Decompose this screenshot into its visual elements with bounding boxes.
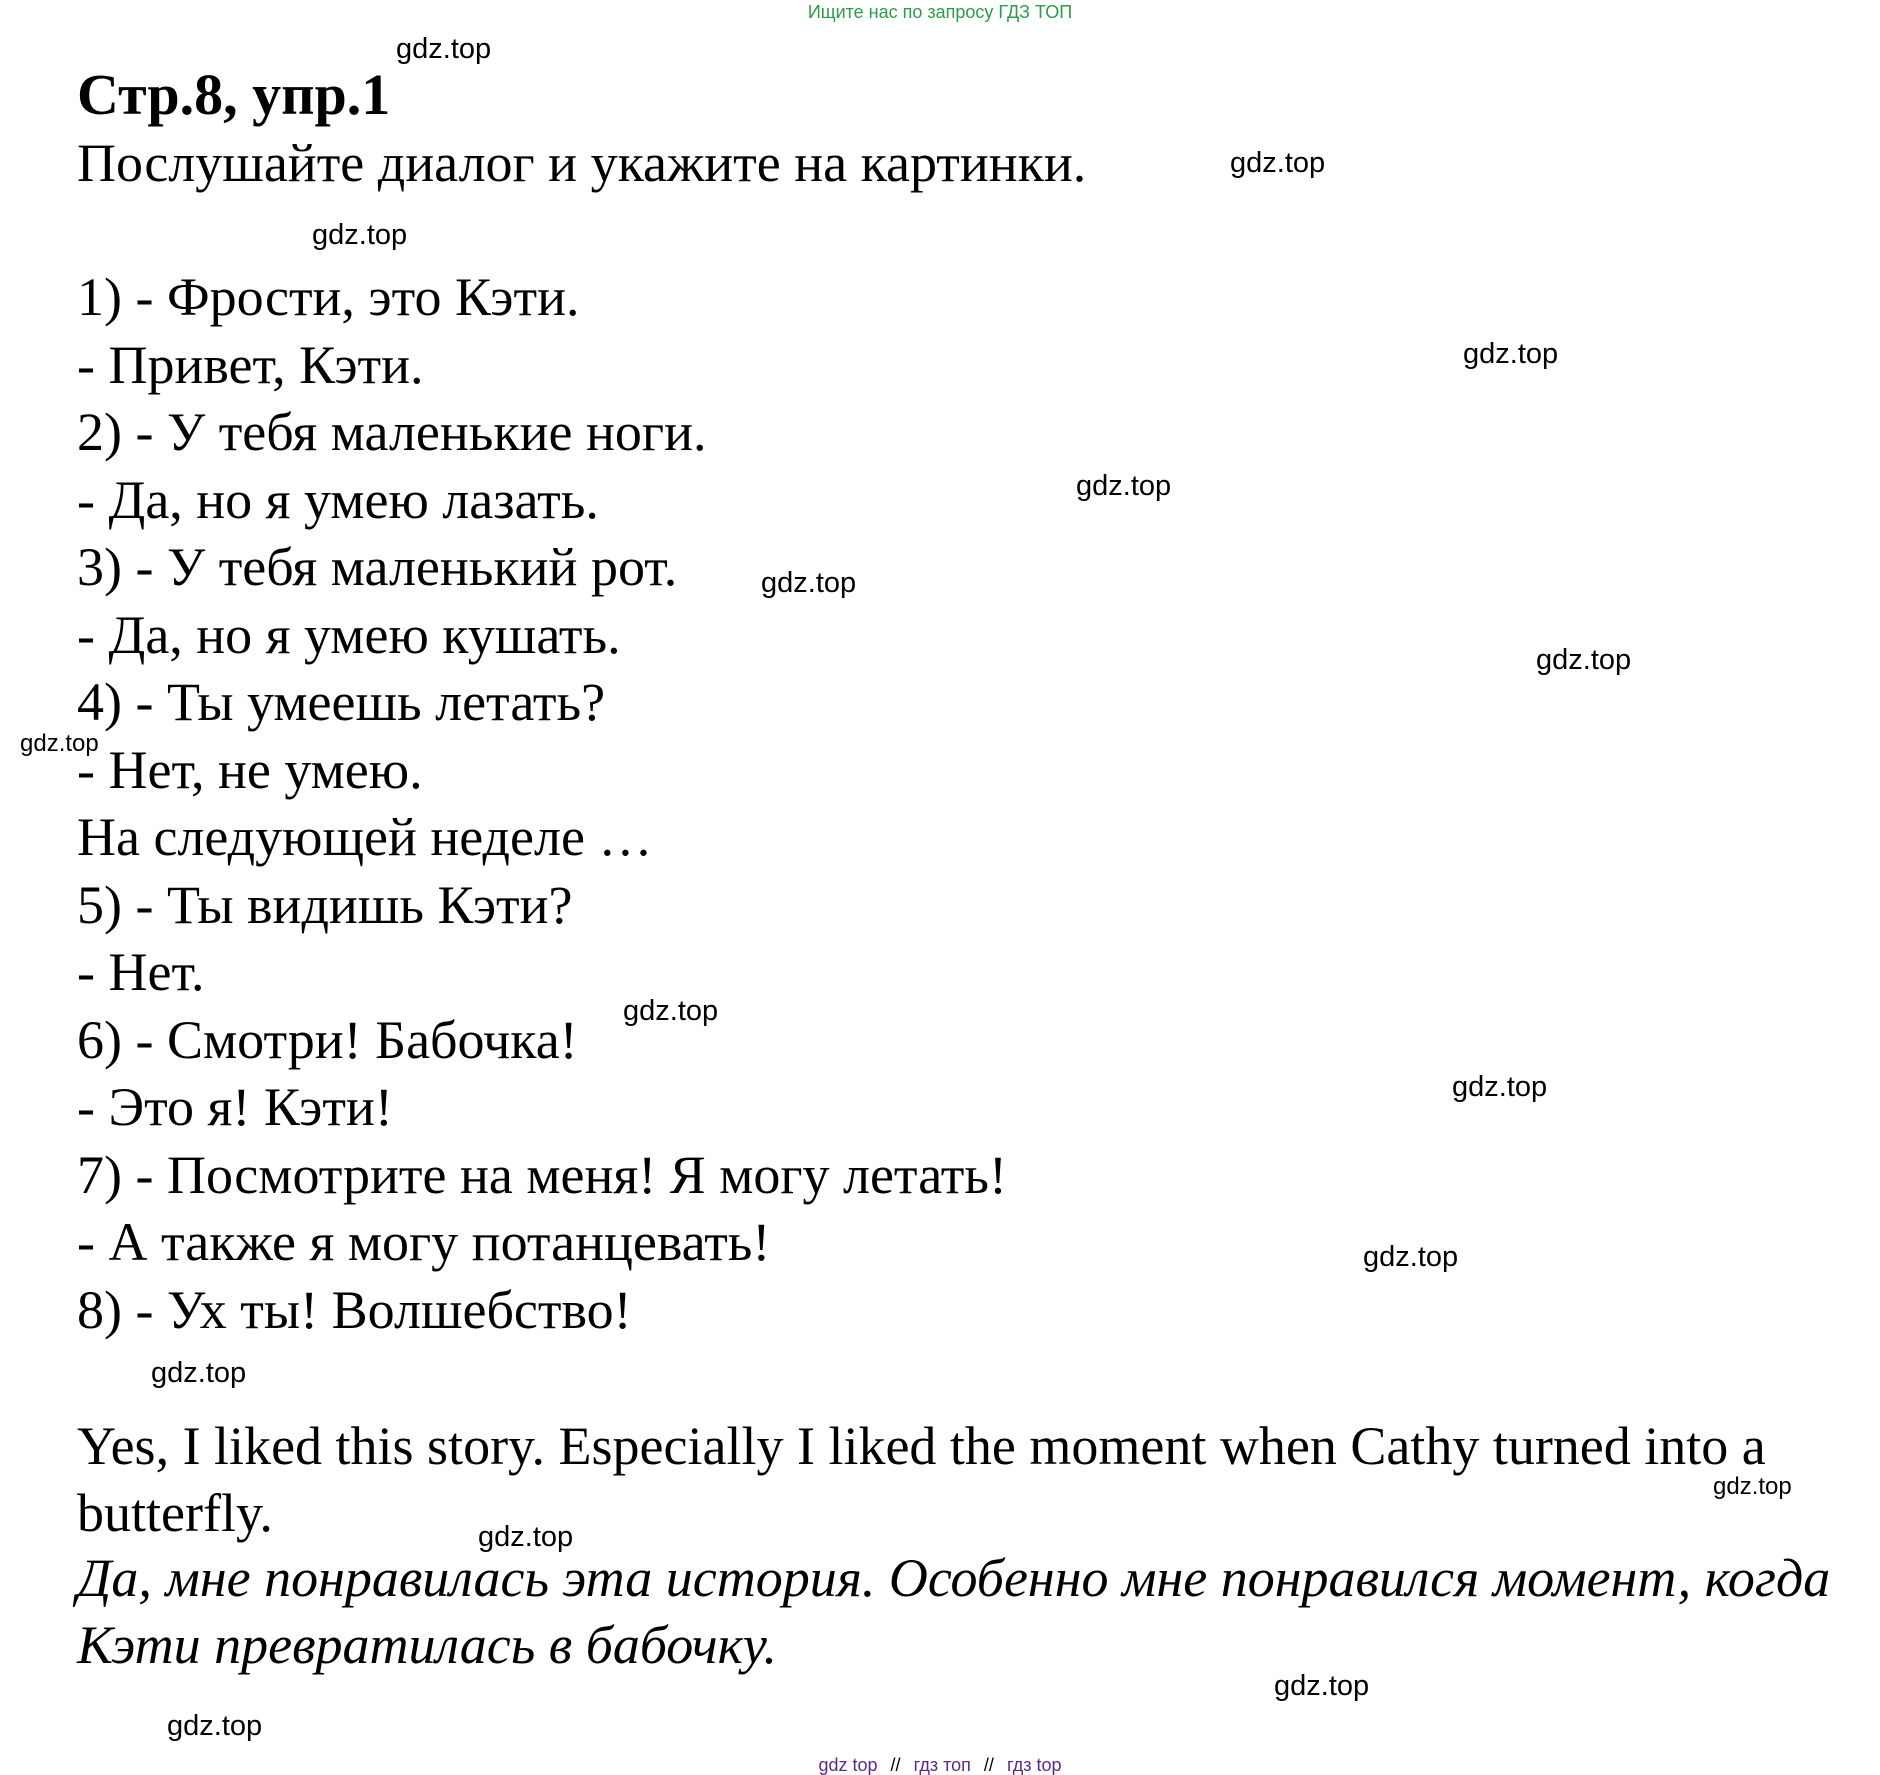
- dialog-line: - Да, но я умею лазать.: [77, 469, 599, 530]
- dialog-line: - Это я! Кэти!: [77, 1077, 393, 1137]
- dialog-line: - Привет, Кэти.: [77, 334, 424, 395]
- answer-russian: Да, мне понравилась эта история. Особенно мне понравился момент, когда Кэти превратилась в бабочку.: [77, 1548, 1831, 1675]
- dialog-line: - Да, но я умею кушать.: [77, 604, 621, 665]
- dialog-line: 1) - Фрости, это Кэти.: [77, 267, 580, 327]
- watermark: gdz.top: [151, 1357, 247, 1389]
- dialog-line: 8) - Ух ты! Волшебство!: [77, 1279, 632, 1340]
- dialog-line: 5) - Ты видишь Кэти?: [77, 874, 573, 935]
- dialog-line: На следующей неделе …: [77, 807, 653, 867]
- footer-link-gdz-top-ru[interactable]: гдз топ: [913, 1755, 971, 1775]
- watermark: gdz.top: [396, 33, 492, 65]
- exercise-instruction: Послушайте диалог и укажите на картинки.: [77, 133, 1087, 193]
- dialog-line: - Нет.: [77, 942, 205, 1002]
- footer-separator: //: [983, 1755, 994, 1775]
- dialog-line: 2) - У тебя маленькие ноги.: [77, 402, 707, 462]
- answer-english: Yes, I liked this story. Especially I liked the moment when Cathy turned into a butterfly.: [77, 1416, 1766, 1543]
- dialog-line: 7) - Посмотрите на меня! Я могу летать!: [77, 1144, 1007, 1205]
- footer-links: [0, 1755, 1880, 1775]
- watermark: gdz.top: [1536, 644, 1632, 676]
- dialog-line: - Нет, не умею.: [77, 739, 423, 800]
- footer-link-gdz-top-mixed[interactable]: гдз top: [1006, 1755, 1062, 1775]
- dialog-line: - А также я могу потанцевать!: [77, 1212, 771, 1272]
- footer-separator: //: [890, 1755, 901, 1775]
- watermark: gdz.top: [1452, 1071, 1548, 1103]
- watermark: gdz.top: [167, 1710, 263, 1742]
- watermark: gdz.top: [478, 1521, 574, 1553]
- dialog-line: 6) - Смотри! Бабочка!: [77, 1009, 578, 1070]
- watermark: gdz.top: [1230, 147, 1326, 179]
- page-title: Стр.8, упр.1: [77, 62, 391, 127]
- watermark: gdz.top: [1076, 470, 1172, 502]
- watermark: gdz.top: [20, 730, 99, 757]
- watermark: gdz.top: [312, 219, 408, 251]
- watermark: gdz.top: [1713, 1473, 1792, 1500]
- watermark: gdz.top: [761, 567, 857, 599]
- dialog-line: 3) - У тебя маленький рот.: [77, 537, 678, 597]
- dialog-list: [77, 264, 1007, 1344]
- watermark: gdz.top: [623, 995, 719, 1027]
- top-banner: Ищите нас по запросу ГДЗ ТОП: [807, 2, 1073, 22]
- watermark: gdz.top: [1274, 1670, 1370, 1702]
- watermark: gdz.top: [1363, 1241, 1459, 1273]
- watermark: gdz.top: [1463, 338, 1559, 370]
- dialog-line: 4) - Ты умеешь летать?: [77, 672, 606, 732]
- footer-link-gdz-top[interactable]: gdz top: [818, 1755, 878, 1775]
